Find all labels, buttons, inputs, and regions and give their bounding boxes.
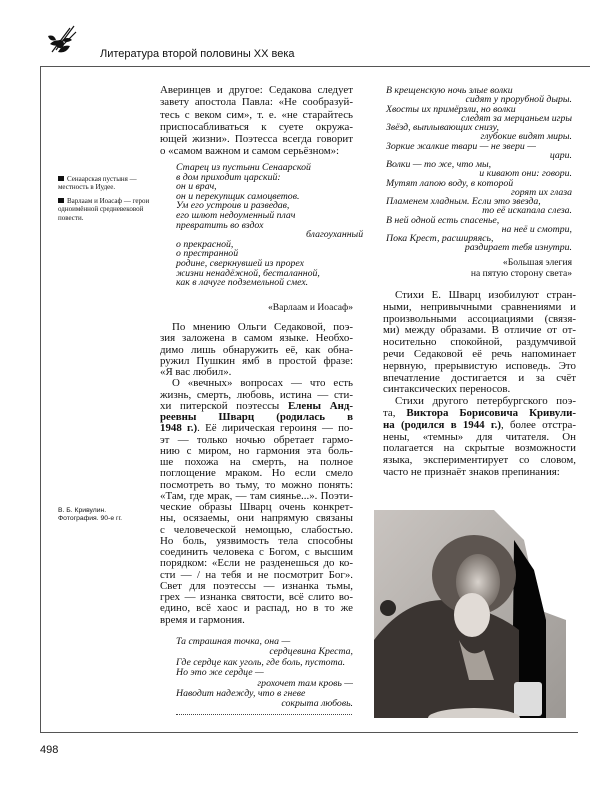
text-run: соединить человека с Богом, с высшим <box>160 546 353 558</box>
text-run: произвольными ассоциациями (связя- <box>383 312 576 325</box>
poem-line: о престранной <box>176 248 239 260</box>
text-run: жизнь, смерть, любовь, истина — сти- <box>160 388 353 401</box>
poem-source-line: «Большая элегия <box>502 257 572 268</box>
text-run: носительно спокойной, раздумчивой <box>383 336 576 349</box>
poem-line: Та страшная точка, она — <box>176 636 291 647</box>
square-bullet-icon <box>58 176 64 181</box>
poem-line: его шлют недоуменный плач <box>176 209 296 221</box>
paragraph <box>383 396 576 479</box>
text-run: димо лишь обнаружить её, как обна- <box>160 343 353 356</box>
page-frame-bottom-rule <box>40 732 578 733</box>
margin-note <box>58 175 150 192</box>
text-run: нены, «темны» для читателя. Он <box>383 430 576 443</box>
text-run: ше похожа на смерть, на полное <box>160 456 353 468</box>
bold-text: 1948 г.) <box>160 422 198 435</box>
margin-note-text: Варлаам и Иоасаф — герои одноимённой средневековой повести. <box>58 197 150 222</box>
text-run: время и гармония. <box>160 613 245 626</box>
page-number: 498 <box>40 744 59 756</box>
text-run: По мнению Ольги Седаковой, поэ- <box>172 321 353 333</box>
margin-note-text: Сенаарская пустыня — местность в Иудее. <box>58 175 137 192</box>
poem-line: Пламенем хладным. Если это звезда, <box>386 196 541 207</box>
poem-line: благоуханный <box>306 229 364 241</box>
poem-line: сокрыта любовь. <box>281 698 353 710</box>
text-line: тесь с веком сим», т. е. «не старайтесь <box>160 108 353 121</box>
text-run: ми) между образами. В отличие от от- <box>383 324 576 337</box>
paragraph <box>160 378 353 626</box>
poem-line: Но это же сердце — <box>176 667 264 679</box>
paragraph <box>383 290 576 396</box>
poem-line: сердцевина Креста, <box>269 646 353 658</box>
poem-line: следят за мерцаньем игры <box>461 112 572 124</box>
text-line: ющей жизни». Поэтесса всегда говорит <box>160 133 353 146</box>
text-run: . Её лирическая героиня — по- <box>197 422 354 435</box>
poem-line: он и перекупщик самоцветов. <box>176 190 300 202</box>
poem-line: о прекрасной, <box>176 238 234 250</box>
text-run: с человеческой немощью, слабостью. <box>160 523 353 536</box>
text-run: Стихи Е. Шварц изобилуют стран- <box>395 289 576 301</box>
text-line <box>160 615 353 626</box>
text-run: «Я вас любил». <box>160 366 232 378</box>
text-run: ческие образы Шварц очень конкрет- <box>160 501 353 513</box>
bold-text: Елены Анд- <box>287 399 353 412</box>
running-title: Литература второй половины XX века <box>100 48 295 60</box>
poem-line: то её искапала слеза. <box>482 205 572 217</box>
poem-line: В крещенскую ночь злые волки <box>386 85 513 96</box>
poem-line: В ней одной есть спасенье, <box>386 214 500 226</box>
text-run: синтаксических переносов. <box>383 383 511 396</box>
text-run: порядком: «Если не разденешься до ко- <box>160 557 353 570</box>
text-line <box>383 467 576 479</box>
text-run: впечатление достигается и за счёт <box>383 371 576 384</box>
text-run: Свет для поэтессы — изнанка тьмы, <box>160 579 353 592</box>
text-run: языка, экспериментирует со словом, <box>383 454 576 467</box>
photo-caption <box>58 507 122 524</box>
poem-wolves <box>386 86 572 253</box>
text-run: «Там, где мрак, — там сиянье...». Поэти- <box>160 489 353 502</box>
poem-source <box>386 257 572 279</box>
text-run: полагается на скрытые возможности <box>383 442 576 455</box>
intro-paragraph <box>160 84 353 158</box>
poem-line: Звёзд, выплывающих снизу, <box>386 122 499 133</box>
poem-line: раздирает тебя изнутри. <box>464 242 572 254</box>
poem-line: Пока Крест, расширяясь, <box>386 233 494 244</box>
text-run: поглощение мраком. Но если смело <box>160 467 353 480</box>
text-run: , более отстра- <box>500 418 576 431</box>
poem-line: горят их глаза <box>511 186 572 198</box>
text-line: приспосабливаться к суете окружа- <box>160 120 353 133</box>
text-run: Но боль, уязвимость тела способны <box>160 534 353 547</box>
text-run: речи Седаковой её речь напоминает <box>383 347 576 360</box>
poem-line: глубокие видят миры. <box>480 131 572 143</box>
photo-caption-line: Фотография. 90-е гг. <box>58 515 123 523</box>
poem-line: в дом приходит царский: <box>176 171 281 183</box>
text-run: ными, непривычными сравнениями и <box>383 300 576 313</box>
photo-caption-line: В. Б. Кривулин. <box>58 507 107 514</box>
poem-line: он и врач, <box>176 181 217 193</box>
poem-line: Ум его устроив и разведав, <box>176 200 290 212</box>
text-run: та, <box>383 406 407 419</box>
text-line: о «самом важном и самом серьёзном»: <box>160 145 340 158</box>
bold-text: Виктора Борисовича Кривули- <box>406 406 576 419</box>
bold-text: реевны Шварц (родилась в <box>160 411 353 423</box>
poem-line: Где сердце как уголь, где боль, пустота. <box>176 656 346 668</box>
page-frame-left-rule <box>40 66 41 733</box>
poem-line: Мутят лапою воду, в которой <box>386 177 514 189</box>
poem-line: Волки — то же, что мы, <box>386 159 492 170</box>
text-run: нервную, прерывистую исповедь. Это <box>383 359 576 372</box>
poem-shvarts <box>176 637 353 710</box>
poem-source: «Варлаам и Иоасаф» <box>267 302 353 313</box>
poem-line: на неё и смотри, <box>501 223 572 235</box>
poem-line: жизни ненадёжной, бесталанной, <box>176 267 320 279</box>
text-run: часто не признаёт знаков препинания: <box>383 465 560 478</box>
text-run: Стихи другого петербургского поэ- <box>395 395 576 408</box>
poem-line: как в лачуге подземельной смех. <box>176 277 309 289</box>
text-line: Аверинцев и другое: Седакова следует <box>160 84 353 96</box>
poem-varlaam <box>176 162 364 289</box>
plant-emblem-icon <box>46 22 80 56</box>
text-run: ны, осязаемы, они напрямую связаны <box>160 512 353 525</box>
bold-text: на (родился в 1944 г.) <box>383 418 501 431</box>
text-run: хи питерской поэтессы <box>160 399 288 412</box>
text-run: грех — изнанка святости, всё слито во- <box>160 591 353 603</box>
body-text <box>383 290 576 479</box>
body-text <box>160 322 353 626</box>
poem-line: и кивают они: говори. <box>479 168 572 180</box>
text-run: посмотреть во тьму, то можно понять: <box>160 478 353 491</box>
page-frame-top-rule <box>40 66 590 67</box>
text-run: едино, всё хаос и распад, но в то же <box>160 602 353 615</box>
paragraph <box>160 322 353 378</box>
poem-line: грохочет там кровь — <box>257 677 353 689</box>
dotted-separator <box>176 714 352 715</box>
poem-line: цари. <box>549 149 572 161</box>
poem-line: Наводит надежду, что в гневе <box>176 688 306 700</box>
square-bullet-icon <box>58 198 64 203</box>
poem-line: Старец из пустыни Сенаарской <box>176 162 311 173</box>
poem-line: родине, сверкнувшей из прорех <box>176 257 304 269</box>
poem-source-line: на пятую сторону света» <box>470 268 572 279</box>
text-run: ружил Пушкин ямб в простой фразе: <box>160 354 353 367</box>
text-line: завету апостола Павла: «Не сообразуй- <box>160 96 353 109</box>
krivulin-photo <box>374 510 566 718</box>
text-run: нию с миром, но гармония эта боль- <box>160 444 353 457</box>
poem-line: сидят у прорубной дыры. <box>465 94 572 106</box>
text-run: сти — / на тебя и не посмотрит Бог». <box>160 568 353 581</box>
poem-line: Хвосты их примёрзли, но волки <box>386 103 516 115</box>
text-run: зия заложена в самом языке. Необхо- <box>160 332 353 345</box>
margin-note <box>58 197 150 222</box>
text-run: О «вечных» вопросах — что есть <box>172 377 353 390</box>
poem-line: превратить во вздох <box>176 219 264 231</box>
text-run: эт — только ночью обретает гармо- <box>160 433 353 446</box>
poem-line: Зоркие жалкие твари — не звери — <box>386 140 536 152</box>
